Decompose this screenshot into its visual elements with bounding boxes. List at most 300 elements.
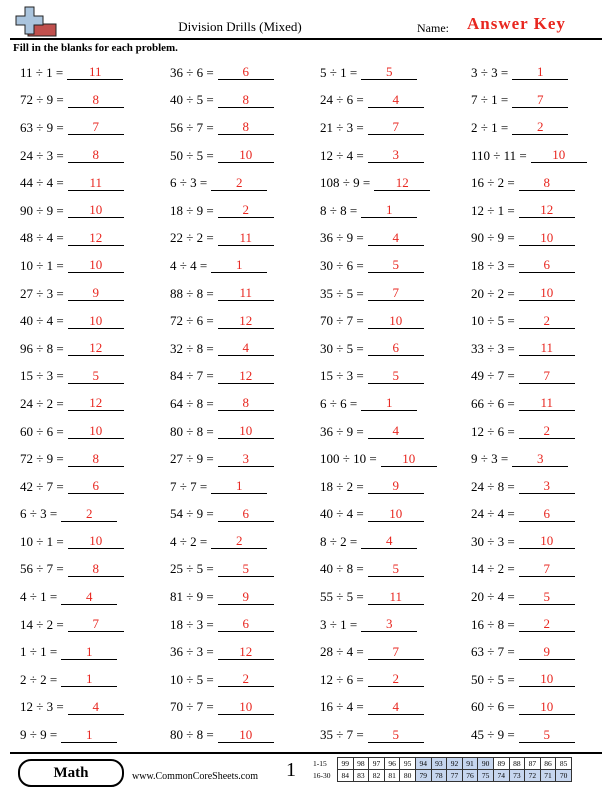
problem-item bbox=[20, 59, 170, 87]
problem-item bbox=[471, 59, 605, 87]
problem-item bbox=[471, 114, 605, 142]
answer-blank: 4 bbox=[368, 424, 424, 439]
problem-question: 72 ÷ 9 = bbox=[20, 92, 64, 108]
answer-blank: 10 bbox=[519, 286, 575, 301]
problem-question: 60 ÷ 6 = bbox=[20, 423, 64, 439]
problem-item bbox=[320, 501, 471, 529]
problem-item bbox=[471, 307, 605, 335]
answer-blank: 12 bbox=[519, 203, 575, 218]
problem-question: 56 ÷ 7 = bbox=[20, 561, 64, 577]
score-cell: 94 bbox=[415, 758, 431, 770]
answer-blank: 1 bbox=[211, 479, 267, 494]
score-table bbox=[312, 757, 572, 782]
subject-badge: Math bbox=[18, 759, 124, 787]
problem-item bbox=[471, 721, 605, 749]
problem-item bbox=[170, 197, 320, 225]
problem-question: 90 ÷ 9 = bbox=[20, 202, 64, 218]
answer-blank: 10 bbox=[68, 424, 124, 439]
answer-blank: 11 bbox=[519, 396, 575, 411]
score-cell: 93 bbox=[431, 758, 447, 770]
problem-question: 20 ÷ 4 = bbox=[471, 589, 515, 605]
problem-item bbox=[320, 307, 471, 335]
problem-item bbox=[170, 583, 320, 611]
problem-question: 9 ÷ 9 = bbox=[20, 727, 58, 743]
problem-item bbox=[471, 445, 605, 473]
problem-question: 8 ÷ 2 = bbox=[320, 533, 358, 549]
answer-blank: 7 bbox=[519, 369, 575, 384]
problem-item bbox=[320, 225, 471, 253]
problem-item bbox=[20, 142, 170, 170]
problem-item bbox=[170, 307, 320, 335]
answer-blank: 2 bbox=[512, 120, 568, 135]
problem-item bbox=[170, 418, 320, 446]
score-cell: 72 bbox=[525, 770, 541, 782]
problem-item bbox=[320, 197, 471, 225]
problem-item bbox=[320, 611, 471, 639]
answer-blank: 9 bbox=[519, 645, 575, 660]
answer-blank: 2 bbox=[218, 203, 274, 218]
problem-question: 15 ÷ 3 = bbox=[320, 368, 364, 384]
problem-question: 55 ÷ 5 = bbox=[320, 589, 364, 605]
problem-item bbox=[20, 197, 170, 225]
problem-question: 24 ÷ 3 = bbox=[20, 147, 64, 163]
problem-question: 72 ÷ 6 = bbox=[170, 313, 214, 329]
problem-item bbox=[20, 445, 170, 473]
answer-blank: 7 bbox=[68, 617, 124, 632]
answer-blank: 10 bbox=[68, 534, 124, 549]
problem-question: 5 ÷ 1 = bbox=[320, 64, 358, 80]
problem-item bbox=[20, 252, 170, 280]
problem-question: 36 ÷ 6 = bbox=[170, 64, 214, 80]
score-cell: 70 bbox=[556, 770, 572, 782]
answer-blank: 11 bbox=[68, 176, 124, 191]
score-cell: 86 bbox=[540, 758, 556, 770]
problem-question: 21 ÷ 3 = bbox=[320, 119, 364, 135]
answer-blank: 2 bbox=[519, 617, 575, 632]
problem-question: 36 ÷ 9 = bbox=[320, 423, 364, 439]
problem-item bbox=[170, 611, 320, 639]
answer-blank: 2 bbox=[218, 672, 274, 687]
problem-question: 6 ÷ 6 = bbox=[320, 395, 358, 411]
problem-item bbox=[320, 390, 471, 418]
score-cell: 77 bbox=[447, 770, 463, 782]
problem-question: 3 ÷ 1 = bbox=[320, 616, 358, 632]
answer-blank: 12 bbox=[374, 176, 430, 191]
problem-item bbox=[170, 501, 320, 529]
problem-question: 25 ÷ 5 = bbox=[170, 561, 214, 577]
problem-question: 30 ÷ 5 = bbox=[320, 340, 364, 356]
problem-question: 30 ÷ 6 = bbox=[320, 257, 364, 273]
problem-question: 80 ÷ 8 = bbox=[170, 727, 214, 743]
problem-question: 18 ÷ 2 = bbox=[320, 478, 364, 494]
score-row bbox=[312, 770, 571, 782]
problem-question: 27 ÷ 3 = bbox=[20, 285, 64, 301]
problem-question: 16 ÷ 8 = bbox=[471, 616, 515, 632]
score-cell: 71 bbox=[540, 770, 556, 782]
problem-question: 66 ÷ 6 = bbox=[471, 395, 515, 411]
score-cell: 76 bbox=[462, 770, 478, 782]
score-range: 1-15 bbox=[313, 759, 327, 768]
problem-question: 12 ÷ 6 = bbox=[471, 423, 515, 439]
problem-question: 22 ÷ 2 = bbox=[170, 230, 214, 246]
problem-item bbox=[471, 418, 605, 446]
problem-question: 30 ÷ 3 = bbox=[471, 533, 515, 549]
problem-question: 28 ÷ 4 = bbox=[320, 644, 364, 660]
answer-blank: 4 bbox=[61, 590, 117, 605]
answer-blank: 10 bbox=[68, 258, 124, 273]
problem-question: 81 ÷ 9 = bbox=[170, 589, 214, 605]
problem-item bbox=[320, 583, 471, 611]
problem-question: 12 ÷ 1 = bbox=[471, 202, 515, 218]
score-cell: 96 bbox=[384, 758, 400, 770]
problem-item bbox=[471, 611, 605, 639]
problem-item bbox=[20, 583, 170, 611]
problem-item bbox=[471, 390, 605, 418]
problem-item bbox=[170, 252, 320, 280]
answer-blank: 12 bbox=[68, 396, 124, 411]
problem-question: 24 ÷ 4 = bbox=[471, 506, 515, 522]
problem-question: 35 ÷ 5 = bbox=[320, 285, 364, 301]
problem-question: 3 ÷ 3 = bbox=[471, 64, 509, 80]
problem-item bbox=[320, 280, 471, 308]
problem-item bbox=[170, 363, 320, 391]
problem-question: 24 ÷ 6 = bbox=[320, 92, 364, 108]
problem-item bbox=[320, 638, 471, 666]
problem-question: 90 ÷ 9 = bbox=[471, 230, 515, 246]
problem-item bbox=[170, 528, 320, 556]
answer-blank: 1 bbox=[361, 203, 417, 218]
problem-question: 63 ÷ 7 = bbox=[471, 644, 515, 660]
answer-blank: 5 bbox=[361, 65, 417, 80]
problem-item bbox=[320, 445, 471, 473]
problem-question: 88 ÷ 8 = bbox=[170, 285, 214, 301]
answer-blank: 1 bbox=[61, 672, 117, 687]
answer-blank: 8 bbox=[68, 93, 124, 108]
answer-blank: 8 bbox=[519, 176, 575, 191]
problem-item bbox=[170, 142, 320, 170]
problem-item bbox=[170, 556, 320, 584]
answer-blank: 2 bbox=[61, 507, 117, 522]
problem-item bbox=[170, 280, 320, 308]
problem-item bbox=[471, 638, 605, 666]
answer-blank: 3 bbox=[218, 452, 274, 467]
problem-item bbox=[471, 694, 605, 722]
problem-item bbox=[471, 363, 605, 391]
answer-blank: 4 bbox=[368, 93, 424, 108]
problem-item bbox=[20, 335, 170, 363]
problem-question: 42 ÷ 7 = bbox=[20, 478, 64, 494]
answer-blank: 8 bbox=[218, 120, 274, 135]
answer-blank: 7 bbox=[512, 93, 568, 108]
answer-blank: 7 bbox=[368, 645, 424, 660]
problem-question: 11 ÷ 1 = bbox=[20, 64, 64, 80]
problem-question: 12 ÷ 6 = bbox=[320, 671, 364, 687]
problem-question: 12 ÷ 3 = bbox=[20, 699, 64, 715]
answer-blank: 6 bbox=[519, 258, 575, 273]
problem-question: 18 ÷ 3 = bbox=[170, 616, 214, 632]
problem-question: 40 ÷ 4 = bbox=[320, 506, 364, 522]
problem-question: 80 ÷ 8 = bbox=[170, 423, 214, 439]
answer-blank: 5 bbox=[368, 562, 424, 577]
problem-question: 100 ÷ 10 = bbox=[320, 451, 377, 467]
answer-blank: 8 bbox=[218, 93, 274, 108]
answer-blank: 10 bbox=[519, 534, 575, 549]
problem-question: 27 ÷ 9 = bbox=[170, 451, 214, 467]
problem-item bbox=[471, 556, 605, 584]
problem-question: 60 ÷ 6 = bbox=[471, 699, 515, 715]
answer-blank: 10 bbox=[368, 507, 424, 522]
problem-item bbox=[320, 87, 471, 115]
problem-item bbox=[471, 197, 605, 225]
problem-question: 10 ÷ 1 = bbox=[20, 257, 64, 273]
problem-item bbox=[471, 501, 605, 529]
problem-question: 40 ÷ 8 = bbox=[320, 561, 364, 577]
answer-blank: 6 bbox=[368, 341, 424, 356]
score-cell: 78 bbox=[431, 770, 447, 782]
problem-item bbox=[320, 363, 471, 391]
problem-question: 16 ÷ 4 = bbox=[320, 699, 364, 715]
answer-blank: 6 bbox=[68, 479, 124, 494]
problem-question: 4 ÷ 1 = bbox=[20, 589, 58, 605]
answer-blank: 12 bbox=[68, 341, 124, 356]
problem-item bbox=[170, 114, 320, 142]
worksheet-header bbox=[0, 0, 612, 40]
score-row bbox=[312, 758, 571, 770]
problem-question: 18 ÷ 3 = bbox=[471, 257, 515, 273]
problem-item bbox=[471, 225, 605, 253]
problem-question: 35 ÷ 7 = bbox=[320, 727, 364, 743]
problem-item bbox=[20, 225, 170, 253]
problem-question: 70 ÷ 7 = bbox=[320, 313, 364, 329]
answer-blank: 9 bbox=[368, 479, 424, 494]
score-cell: 90 bbox=[478, 758, 494, 770]
problem-question: 8 ÷ 8 = bbox=[320, 202, 358, 218]
problem-question: 33 ÷ 3 = bbox=[471, 340, 515, 356]
instructions: Fill in the blanks for each problem. bbox=[13, 42, 178, 54]
answer-blank: 1 bbox=[211, 258, 267, 273]
answer-blank: 10 bbox=[381, 452, 437, 467]
answer-blank: 5 bbox=[368, 728, 424, 743]
problem-question: 2 ÷ 1 = bbox=[471, 119, 509, 135]
answer-blank: 7 bbox=[368, 286, 424, 301]
score-cell: 85 bbox=[556, 758, 572, 770]
problem-question: 72 ÷ 9 = bbox=[20, 451, 64, 467]
problem-question: 64 ÷ 8 = bbox=[170, 395, 214, 411]
problem-question: 10 ÷ 5 = bbox=[471, 313, 515, 329]
problem-item bbox=[471, 169, 605, 197]
problem-item bbox=[320, 335, 471, 363]
answer-blank: 12 bbox=[218, 369, 274, 384]
problem-item bbox=[20, 501, 170, 529]
problem-question: 96 ÷ 8 = bbox=[20, 340, 64, 356]
answer-blank: 1 bbox=[61, 728, 117, 743]
answer-blank: 10 bbox=[68, 203, 124, 218]
answer-blank: 10 bbox=[218, 424, 274, 439]
problem-item bbox=[320, 142, 471, 170]
problem-question: 12 ÷ 4 = bbox=[320, 147, 364, 163]
problem-question: 10 ÷ 1 = bbox=[20, 533, 64, 549]
problem-item bbox=[170, 390, 320, 418]
answer-blank: 5 bbox=[519, 728, 575, 743]
problem-question: 9 ÷ 3 = bbox=[471, 451, 509, 467]
website-text: www.CommonCoreSheets.com bbox=[132, 771, 259, 782]
answer-blank: 7 bbox=[519, 562, 575, 577]
problem-question: 63 ÷ 9 = bbox=[20, 119, 64, 135]
problem-question: 108 ÷ 9 = bbox=[320, 175, 371, 191]
problem-question: 7 ÷ 1 = bbox=[471, 92, 509, 108]
answer-blank: 7 bbox=[368, 120, 424, 135]
answer-blank: 3 bbox=[512, 452, 568, 467]
problem-question: 44 ÷ 4 = bbox=[20, 175, 64, 191]
answer-blank: 12 bbox=[218, 645, 274, 660]
answer-blank: 4 bbox=[68, 700, 124, 715]
answer-blank: 11 bbox=[218, 231, 274, 246]
problem-question: 2 ÷ 2 = bbox=[20, 671, 58, 687]
problem-question: 1 ÷ 1 = bbox=[20, 644, 58, 660]
answer-blank: 10 bbox=[519, 672, 575, 687]
problem-question: 24 ÷ 2 = bbox=[20, 395, 64, 411]
answer-blank: 11 bbox=[218, 286, 274, 301]
answer-blank: 6 bbox=[218, 617, 274, 632]
problem-item bbox=[20, 87, 170, 115]
problem-item bbox=[20, 363, 170, 391]
answer-blank: 11 bbox=[67, 65, 123, 80]
problem-question: 20 ÷ 2 = bbox=[471, 285, 515, 301]
problem-question: 4 ÷ 4 = bbox=[170, 257, 208, 273]
answer-blank: 6 bbox=[519, 507, 575, 522]
answer-blank: 10 bbox=[218, 728, 274, 743]
problem-item bbox=[20, 528, 170, 556]
score-cell: 88 bbox=[509, 758, 525, 770]
problem-question: 48 ÷ 4 = bbox=[20, 230, 64, 246]
score-cell: 79 bbox=[415, 770, 431, 782]
problem-question: 49 ÷ 7 = bbox=[471, 368, 515, 384]
score-cell: 87 bbox=[525, 758, 541, 770]
score-cell: 84 bbox=[338, 770, 354, 782]
answer-blank: 8 bbox=[68, 148, 124, 163]
answer-blank: 10 bbox=[68, 314, 124, 329]
problem-question: 54 ÷ 9 = bbox=[170, 506, 214, 522]
answer-blank: 4 bbox=[368, 700, 424, 715]
problem-question: 70 ÷ 7 = bbox=[170, 699, 214, 715]
problem-item bbox=[320, 59, 471, 87]
problem-item bbox=[20, 721, 170, 749]
problem-item bbox=[170, 169, 320, 197]
problem-item bbox=[471, 583, 605, 611]
problem-item bbox=[170, 335, 320, 363]
problem-item bbox=[320, 666, 471, 694]
problem-question: 50 ÷ 5 = bbox=[471, 671, 515, 687]
problem-item bbox=[20, 694, 170, 722]
problem-item bbox=[20, 390, 170, 418]
problem-question: 10 ÷ 5 = bbox=[170, 671, 214, 687]
answer-blank: 6 bbox=[218, 507, 274, 522]
answer-blank: 9 bbox=[218, 590, 274, 605]
problem-item bbox=[471, 280, 605, 308]
problem-item bbox=[320, 473, 471, 501]
problem-item bbox=[170, 59, 320, 87]
problem-item bbox=[170, 666, 320, 694]
answer-blank: 1 bbox=[61, 645, 117, 660]
header-divider bbox=[10, 38, 602, 40]
answer-blank: 2 bbox=[519, 424, 575, 439]
score-cell: 98 bbox=[353, 758, 369, 770]
problem-item bbox=[20, 418, 170, 446]
problem-item bbox=[471, 666, 605, 694]
answer-blank: 11 bbox=[368, 590, 424, 605]
score-cell: 91 bbox=[462, 758, 478, 770]
problem-item bbox=[20, 307, 170, 335]
answer-blank: 4 bbox=[361, 534, 417, 549]
score-cell: 75 bbox=[478, 770, 494, 782]
problem-item bbox=[20, 280, 170, 308]
problem-question: 110 ÷ 11 = bbox=[471, 147, 527, 163]
answer-blank: 2 bbox=[368, 672, 424, 687]
problem-item bbox=[20, 169, 170, 197]
problem-question: 16 ÷ 2 = bbox=[471, 175, 515, 191]
problem-item bbox=[320, 694, 471, 722]
answer-blank: 10 bbox=[368, 314, 424, 329]
problem-question: 32 ÷ 8 = bbox=[170, 340, 214, 356]
problem-item bbox=[170, 638, 320, 666]
problem-question: 4 ÷ 2 = bbox=[170, 533, 208, 549]
problem-item bbox=[320, 114, 471, 142]
answer-blank: 2 bbox=[211, 176, 267, 191]
problem-item bbox=[471, 528, 605, 556]
problem-item bbox=[320, 169, 471, 197]
problem-question: 40 ÷ 4 = bbox=[20, 313, 64, 329]
answer-blank: 8 bbox=[218, 396, 274, 411]
score-cell: 92 bbox=[447, 758, 463, 770]
problem-item bbox=[170, 87, 320, 115]
problem-item bbox=[20, 638, 170, 666]
problem-item bbox=[170, 721, 320, 749]
page-number: 1 bbox=[286, 759, 296, 781]
problem-item bbox=[20, 666, 170, 694]
answer-blank: 8 bbox=[68, 452, 124, 467]
problem-item bbox=[320, 556, 471, 584]
answer-blank: 9 bbox=[68, 286, 124, 301]
problem-item bbox=[20, 473, 170, 501]
footer-divider bbox=[10, 752, 602, 754]
problem-item bbox=[170, 225, 320, 253]
answer-blank: 5 bbox=[218, 562, 274, 577]
problem-question: 56 ÷ 7 = bbox=[170, 119, 214, 135]
problem-question: 6 ÷ 3 = bbox=[20, 506, 58, 522]
answer-blank: 4 bbox=[218, 341, 274, 356]
answer-key-label: Answer Key bbox=[467, 14, 566, 33]
problem-item bbox=[471, 87, 605, 115]
problem-question: 7 ÷ 7 = bbox=[170, 478, 208, 494]
score-cell: 80 bbox=[400, 770, 416, 782]
problem-question: 45 ÷ 9 = bbox=[471, 727, 515, 743]
problem-question: 14 ÷ 2 = bbox=[471, 561, 515, 577]
problem-item bbox=[20, 611, 170, 639]
answer-blank: 10 bbox=[531, 148, 587, 163]
name-label: Name: bbox=[417, 21, 449, 35]
problem-item bbox=[320, 418, 471, 446]
problem-question: 36 ÷ 3 = bbox=[170, 644, 214, 660]
answer-blank: 12 bbox=[218, 314, 274, 329]
answer-blank: 10 bbox=[218, 700, 274, 715]
problem-item bbox=[320, 528, 471, 556]
problem-question: 6 ÷ 3 = bbox=[170, 175, 208, 191]
problem-item bbox=[170, 694, 320, 722]
score-cell: 73 bbox=[509, 770, 525, 782]
problem-item bbox=[20, 556, 170, 584]
answer-blank: 3 bbox=[519, 479, 575, 494]
problem-item bbox=[170, 473, 320, 501]
